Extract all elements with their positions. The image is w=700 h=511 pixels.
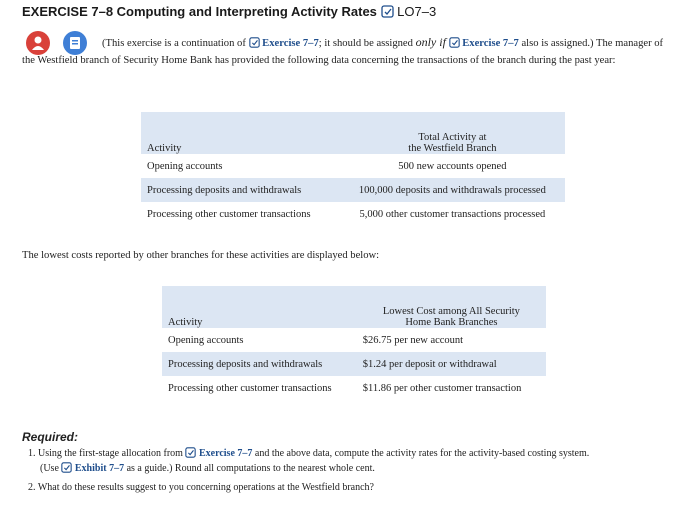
- table-header-total-activity: [340, 112, 565, 154]
- intro-paragraph: [22, 34, 674, 69]
- value-cell: $26.75 per new account: [362, 334, 464, 346]
- table-header-activity: Activity: [168, 317, 203, 328]
- ebook-link-icon[interactable]: [449, 37, 460, 48]
- activity-cell: Processing other customer transactions: [147, 208, 311, 220]
- intro-text-1: (This exercise is a continuation of: [102, 38, 246, 49]
- value-cell: 500 new accounts opened: [398, 160, 507, 172]
- emphasis-text: only if: [415, 35, 446, 49]
- item-text: and the above data, compute the activity rates for the activity-based costing system.: [254, 448, 590, 459]
- header-line: Total Activity at: [418, 132, 487, 143]
- table-header-lowest-cost: [357, 286, 546, 328]
- exercise-7-7-link[interactable]: Exercise 7–7: [262, 38, 319, 49]
- westfield-activity-table: [141, 112, 565, 226]
- value-cell: $11.86 per other customer transaction: [362, 382, 522, 394]
- table-row: [141, 202, 565, 226]
- value-cell: 100,000 deposits and withdrawals processed: [358, 184, 546, 196]
- ebook-link-icon[interactable]: [381, 5, 394, 18]
- lower-costs-text: The lowest costs reported by other branches for these activities are displayed below:: [22, 250, 380, 261]
- required-list: [28, 446, 688, 499]
- item-text: (Use: [40, 463, 59, 474]
- header-line: the Westfield Branch: [408, 143, 497, 154]
- ebook-link-icon[interactable]: [61, 462, 72, 473]
- exercise-7-7-link[interactable]: Exercise 7–7: [462, 38, 519, 49]
- activity-cell: Processing other customer transactions: [168, 382, 332, 394]
- table-row: [162, 352, 546, 376]
- table-row: [141, 178, 565, 202]
- exercise-7-7-link[interactable]: Exercise 7–7: [198, 448, 253, 459]
- header-line: Home Bank Branches: [405, 317, 498, 328]
- table-header-activity: Activity: [147, 143, 182, 154]
- header-line: Lowest Cost among All Security: [382, 306, 520, 317]
- lowest-cost-table: [162, 286, 546, 400]
- item-text: as a guide.) Round all computations to the nearest whole cent.: [126, 463, 375, 474]
- intro-text-3: also is assigned.) The manager of the Westfield branch of Security Home Bank has provided the following data concerning the transactions of the branch during the past year:: [22, 38, 664, 66]
- activity-cell: Opening accounts: [147, 160, 223, 172]
- item-text: What do these results suggest to you concerning operations at the Westfield branch?: [37, 482, 374, 493]
- learning-objective: LO7–3: [397, 4, 437, 19]
- required-label: Required:: [22, 430, 79, 444]
- ebook-link-icon[interactable]: [249, 37, 260, 48]
- item-number: 1.: [28, 448, 36, 459]
- value-cell: 5,000 other customer transactions processed: [359, 208, 546, 220]
- value-cell: $1.24 per deposit or withdrawal: [362, 358, 497, 370]
- exercise-title-text: EXERCISE 7–8 Computing and Interpreting Activity Rates: [22, 4, 377, 19]
- list-item: [28, 446, 688, 476]
- activity-cell: Processing deposits and withdrawals: [147, 184, 302, 196]
- activity-cell: Processing deposits and withdrawals: [168, 358, 323, 370]
- intro-text-2: ; it should be assigned: [318, 38, 413, 49]
- item-number: 2.: [28, 482, 36, 493]
- item-text: Using the first-stage allocation from: [38, 448, 183, 459]
- activity-cell: Opening accounts: [168, 334, 244, 346]
- exercise-title: [22, 4, 436, 19]
- list-item: [28, 480, 688, 495]
- exhibit-7-7-link[interactable]: Exhibit 7–7: [74, 463, 125, 474]
- ebook-link-icon[interactable]: [185, 447, 196, 458]
- table-row: [162, 376, 546, 400]
- table-row: [141, 154, 565, 178]
- table-row: [162, 328, 546, 352]
